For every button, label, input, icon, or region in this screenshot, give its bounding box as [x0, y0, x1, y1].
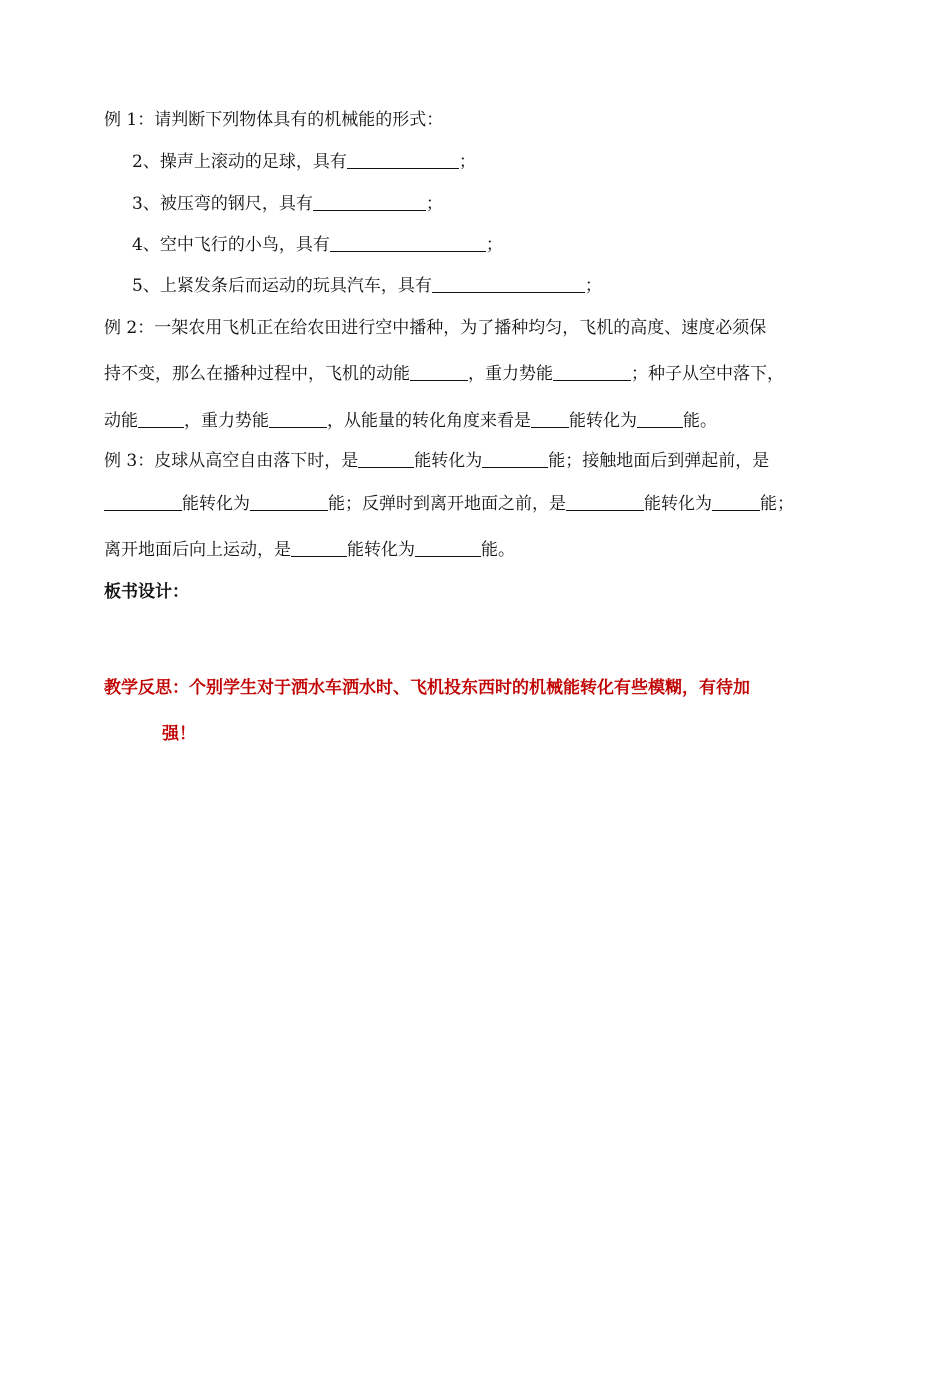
- example1-item-3: [132, 192, 443, 216]
- answer-blank[interactable]: [291, 538, 347, 557]
- answer-blank[interactable]: [410, 362, 468, 381]
- text-segment: 例 3：皮球从高空自由落下时，是: [104, 451, 359, 471]
- text-segment: 能转化为: [182, 494, 250, 514]
- answer-blank[interactable]: [347, 150, 459, 169]
- answer-blank[interactable]: [104, 492, 182, 511]
- text-segment: 能。: [683, 411, 717, 431]
- item-end: ；: [485, 235, 503, 255]
- text-segment: 能转化为: [569, 411, 637, 431]
- answer-blank[interactable]: [330, 233, 486, 252]
- item-text: 4、空中飞行的小鸟，具有: [132, 235, 330, 255]
- item-text: 3、被压弯的钢尺，具有: [132, 194, 313, 214]
- text-segment: 离开地面后向上运动，是: [104, 540, 291, 560]
- answer-blank[interactable]: [531, 409, 569, 428]
- text-segment: ；种子从空中落下，: [631, 364, 784, 384]
- reflection-line-1: 教学反思：个别学生对于洒水车洒水时、飞机投东西时的机械能转化有些模糊，有待加: [104, 678, 750, 698]
- text-segment: ，重力势能: [468, 364, 553, 384]
- answer-blank[interactable]: [269, 409, 327, 428]
- text-segment: ，重力势能: [184, 411, 269, 431]
- example3-line-2: [104, 492, 794, 516]
- text-segment: 能；反弹时到离开地面之前，是: [328, 494, 566, 514]
- item-end: ；: [584, 276, 602, 296]
- answer-blank[interactable]: [415, 538, 481, 557]
- example1-item-2: [132, 150, 476, 174]
- example2-line-3: [104, 409, 717, 433]
- item-text: 2、操声上滚动的足球，具有: [132, 152, 347, 172]
- answer-blank[interactable]: [482, 449, 548, 468]
- text-segment: 动能: [104, 411, 138, 431]
- answer-blank[interactable]: [138, 409, 184, 428]
- text-segment: 能。: [481, 540, 515, 560]
- text-segment: 能转化为: [347, 540, 415, 560]
- answer-blank[interactable]: [432, 274, 585, 293]
- item-end: ；: [458, 152, 476, 172]
- board-design-heading: 板书设计：: [104, 582, 189, 602]
- item-text: 5、上紧发条后而运动的玩具汽车，具有: [132, 276, 432, 296]
- answer-blank[interactable]: [566, 492, 644, 511]
- reflection-line-2: 强！: [162, 724, 196, 744]
- text-segment: 持不变，那么在播种过程中，飞机的动能: [104, 364, 410, 384]
- example3-line-1: [104, 449, 769, 473]
- answer-blank[interactable]: [358, 449, 414, 468]
- answer-blank[interactable]: [250, 492, 328, 511]
- text-segment: 能；: [760, 494, 794, 514]
- answer-blank[interactable]: [553, 362, 631, 381]
- example2-line-1: 例 2：一架农用飞机正在给农田进行空中播种，为了播种均匀，飞机的高度、速度必须保: [104, 318, 767, 338]
- answer-blank[interactable]: [712, 492, 760, 511]
- answer-blank[interactable]: [313, 192, 426, 211]
- example1-title: 例 1：请判断下列物体具有的机械能的形式：: [104, 110, 444, 130]
- example2-line-2: [104, 362, 784, 386]
- answer-blank[interactable]: [637, 409, 683, 428]
- text-segment: 能转化为: [414, 451, 483, 471]
- text-segment: ，从能量的转化角度来看是: [327, 411, 531, 431]
- example3-line-3: [104, 538, 515, 562]
- example1-item-5: [132, 274, 602, 298]
- item-end: ；: [425, 194, 443, 214]
- text-segment: 能转化为: [644, 494, 712, 514]
- example1-item-4: [132, 233, 503, 257]
- text-segment: 能；接触地面后到弹起前，是: [548, 451, 770, 471]
